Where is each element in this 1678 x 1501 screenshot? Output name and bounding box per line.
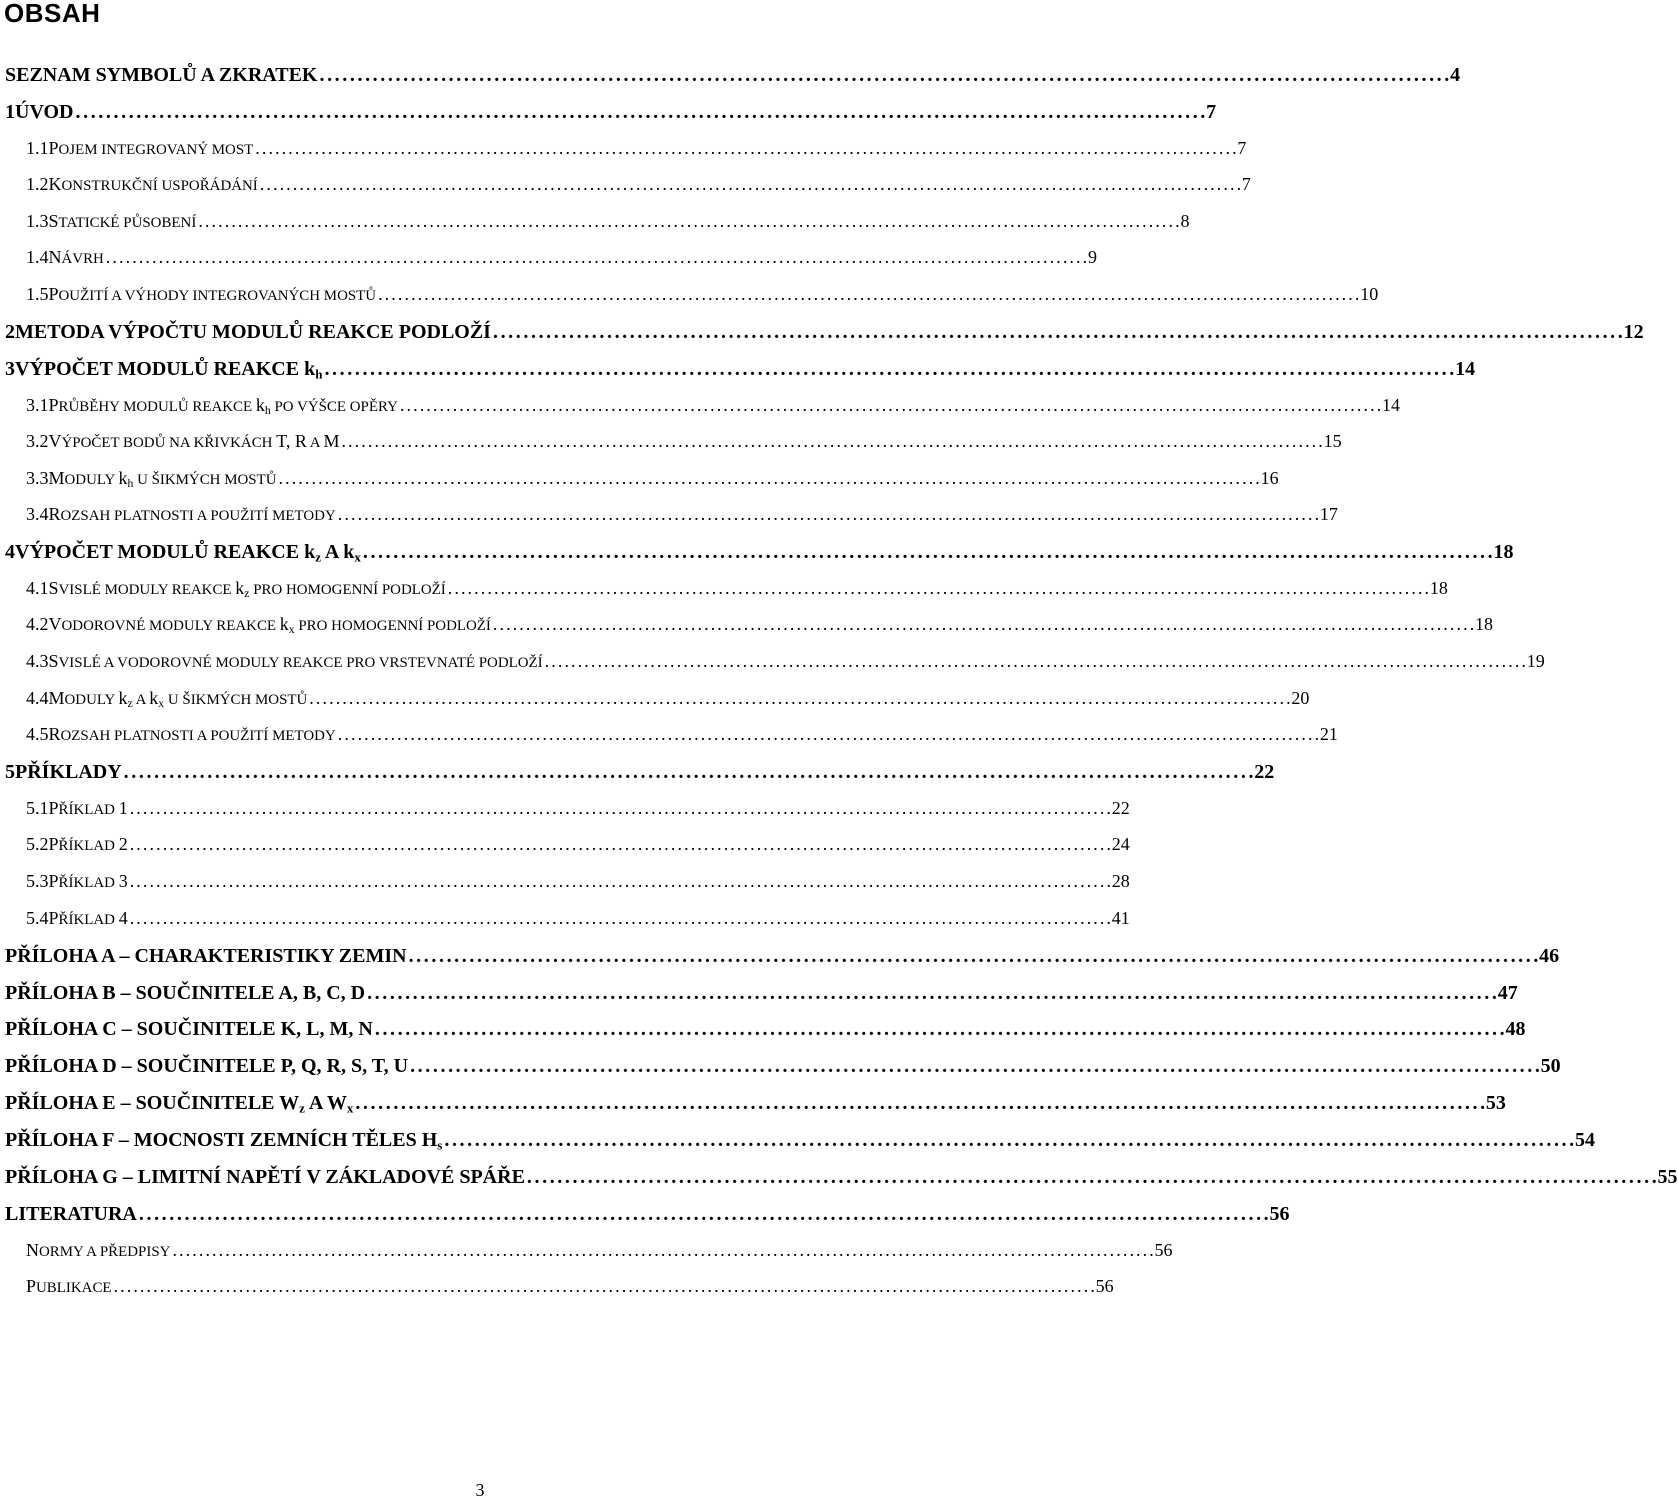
toc-entry-page: 7 xyxy=(1237,138,1247,158)
toc-entry-number: 3 xyxy=(5,358,15,380)
toc-entry-page: 28 xyxy=(1111,871,1130,891)
toc-entry-label: MODULY $k_h$ U ŠIKMÝCH MOSTŮ xyxy=(48,468,277,490)
toc-entry[interactable] xyxy=(0,761,1275,787)
toc-entry-label: PŘÍLOHA D – SOUČINITELE P, Q, R, S, T, U xyxy=(5,1055,409,1077)
toc-entry-label: PŘÍLOHA G – LIMITNÍ NAPĚTÍ V ZÁKLADOVÉ SPÁŘE xyxy=(5,1166,525,1188)
toc-entry-page: 56 xyxy=(1269,1203,1290,1225)
toc-entry[interactable] xyxy=(0,798,1130,824)
dot-leader xyxy=(378,284,1358,305)
dot-leader xyxy=(139,1203,1268,1226)
toc-entry-number: 3.3 xyxy=(26,468,49,488)
toc-entry-label: PŘÍKLAD 3 xyxy=(48,871,128,891)
dot-leader xyxy=(493,614,1473,635)
toc-entry-number: 5.3 xyxy=(26,871,49,891)
dot-leader xyxy=(130,871,1110,892)
toc-entry-page: 9 xyxy=(1087,247,1097,267)
toc-entry-page: 19 xyxy=(1526,651,1545,671)
toc-entry-label: STATICKÉ PŮSOBENÍ xyxy=(48,211,197,231)
toc-entry[interactable] xyxy=(0,724,1338,750)
dot-leader xyxy=(410,1055,1539,1078)
toc-entry-label: SEZNAM SYMBOLŮ A ZKRATEK xyxy=(5,64,318,86)
toc-entry-label: PŘÍKLADY xyxy=(15,761,122,783)
toc-entry-page: 18 xyxy=(1429,578,1448,598)
toc-entry-page: 56 xyxy=(1095,1276,1114,1296)
toc-entry[interactable] xyxy=(0,174,1251,200)
toc-entry-number: 5.4 xyxy=(26,908,49,928)
toc-entry-number: 3.1 xyxy=(26,395,49,415)
toc-entry-page: 16 xyxy=(1260,468,1279,488)
toc-entry[interactable] xyxy=(0,578,1448,604)
toc-entry-number: 1.3 xyxy=(26,211,49,231)
toc-entry-page: 22 xyxy=(1111,798,1130,818)
toc-entry-page: 18 xyxy=(1475,614,1493,634)
toc-entry-label: PŘÍKLAD 1 xyxy=(48,798,128,818)
toc-entry-label: VÝPOČET MODULŮ REAKCE $k_z$ A $k_x$ xyxy=(15,541,361,565)
dot-leader xyxy=(338,504,1318,525)
toc-entry-label: ROZSAH PLATNOSTI A POUŽITÍ METODY xyxy=(48,504,336,524)
toc-entry-page: 4 xyxy=(1450,64,1461,86)
toc-entry-page: 7 xyxy=(1241,174,1251,194)
toc-entry-label: PŘÍLOHA C – SOUČINITELE K, L, M, N xyxy=(5,1018,373,1040)
dot-leader xyxy=(363,541,1492,564)
toc-entry-number: 4.5 xyxy=(26,724,49,744)
toc-entry-page: 48 xyxy=(1505,1018,1526,1040)
page-title: OBSAH xyxy=(4,0,101,28)
dot-leader xyxy=(444,1129,1573,1152)
dot-leader xyxy=(198,211,1178,232)
dot-leader xyxy=(172,1240,1152,1261)
toc-entry[interactable] xyxy=(0,1203,1290,1229)
toc-entry[interactable] xyxy=(0,64,1461,90)
toc-entry-page: 54 xyxy=(1574,1129,1595,1151)
toc-entry[interactable] xyxy=(0,395,1400,421)
toc-entry-page: 7 xyxy=(1206,101,1217,123)
toc-entry[interactable] xyxy=(0,321,1644,347)
dot-leader xyxy=(527,1166,1656,1189)
toc-entry[interactable] xyxy=(0,1018,1526,1044)
toc-entry-label: KONSTRUKČNÍ USPOŘÁDÁNÍ xyxy=(48,174,258,194)
toc-entry-label: PUBLIKACE xyxy=(26,1276,112,1296)
dot-leader xyxy=(106,247,1086,268)
toc-entry-page: 14 xyxy=(1455,358,1476,380)
dot-leader xyxy=(448,578,1428,599)
dot-leader xyxy=(255,138,1235,159)
toc-entry[interactable] xyxy=(0,138,1247,164)
toc-entry-label: SVISLÉ MODULY REAKCE $k_z$ PRO HOMOGENNÍ PODLOŽÍ xyxy=(48,578,446,600)
toc-entry-page: 12 xyxy=(1623,321,1644,343)
dot-leader xyxy=(309,688,1289,709)
toc-entry[interactable] xyxy=(0,1276,1114,1302)
toc-entry[interactable] xyxy=(0,1092,1506,1118)
toc-entry-number: 1.1 xyxy=(26,138,49,158)
toc-entry-number: 4 xyxy=(5,541,15,563)
dot-leader xyxy=(375,1018,1504,1041)
dot-leader xyxy=(130,834,1110,855)
toc-entry-label: VÝPOČET MODULŮ REAKCE $k_h$ xyxy=(15,358,323,382)
toc-entry-label: PŘÍKLAD 2 xyxy=(48,834,128,854)
dot-leader xyxy=(493,321,1622,344)
toc-entry[interactable] xyxy=(0,651,1545,677)
toc-entry[interactable] xyxy=(0,1129,1595,1155)
toc-entry[interactable] xyxy=(0,211,1190,237)
toc-entry-page: 56 xyxy=(1154,1240,1173,1260)
toc-entry-label: VODOROVNÉ MODULY REAKCE $k_x$ PRO HOMOGENNÍ PODLOŽÍ xyxy=(48,614,491,636)
toc-entry[interactable] xyxy=(0,1240,1173,1266)
toc-entry-label: MODULY $k_z$ A $k_x$ U ŠIKMÝCH MOSTŮ xyxy=(48,688,308,710)
toc-entry[interactable] xyxy=(0,468,1279,494)
toc-entry-number: 5.2 xyxy=(26,834,49,854)
toc-entry-label: PŘÍLOHA E – SOUČINITELE $W_z$ A $W_x$ xyxy=(5,1092,354,1116)
dot-leader xyxy=(114,1276,1094,1297)
toc-entry[interactable] xyxy=(0,945,1560,971)
toc-entry-label: PŘÍKLAD 4 xyxy=(48,908,128,928)
toc-entry-label: NÁVRH xyxy=(48,247,104,267)
toc-entry-label: POJEM INTEGROVANÝ MOST xyxy=(48,138,254,158)
dot-leader xyxy=(400,395,1380,416)
toc-entry-page: 55 xyxy=(1657,1166,1678,1188)
toc-entry-number: 1.4 xyxy=(26,247,49,267)
toc-entry-number: 4.4 xyxy=(26,688,49,708)
toc-entry-page: 21 xyxy=(1319,724,1338,744)
toc-entry-page: 14 xyxy=(1382,395,1400,415)
toc-entry-number: 4.3 xyxy=(26,651,49,671)
dot-leader xyxy=(324,358,1453,381)
toc-entry[interactable] xyxy=(0,358,1476,384)
toc-entry[interactable] xyxy=(0,871,1130,897)
toc-entry[interactable] xyxy=(0,614,1493,640)
toc-entry[interactable] xyxy=(0,688,1310,714)
toc-entry-number: 4.1 xyxy=(26,578,49,598)
toc-entry[interactable] xyxy=(0,284,1379,310)
page-number: 3 xyxy=(475,1480,485,1500)
toc-entry-number: 1.2 xyxy=(26,174,49,194)
toc-entry-page: 46 xyxy=(1539,945,1560,967)
toc-entry-number: 5 xyxy=(5,761,15,783)
dot-leader xyxy=(409,945,1538,968)
dot-leader xyxy=(545,651,1525,672)
toc-entry-label: LITERATURA xyxy=(5,1203,137,1225)
toc-entry-label: PŘÍLOHA F – MOCNOSTI ZEMNÍCH TĚLES $H_s$ xyxy=(5,1129,443,1153)
toc-entry-number: 5.1 xyxy=(26,798,49,818)
toc-entry-label: POUŽITÍ A VÝHODY INTEGROVANÝCH MOSTŮ xyxy=(48,284,377,304)
toc-entry[interactable] xyxy=(0,431,1342,457)
toc-entry-label: PŘÍLOHA B – SOUČINITELE A, B, C, D xyxy=(5,982,366,1004)
dot-leader xyxy=(341,431,1321,452)
toc-entry-page: 20 xyxy=(1291,688,1310,708)
toc-entry-page: 17 xyxy=(1319,504,1338,524)
dot-leader xyxy=(279,468,1259,489)
dot-leader xyxy=(260,174,1240,195)
toc-entry-page: 8 xyxy=(1180,211,1190,231)
toc-entry[interactable] xyxy=(0,541,1514,567)
toc-entry-page: 18 xyxy=(1493,541,1514,563)
toc-entry[interactable] xyxy=(0,1055,1561,1081)
dot-leader xyxy=(130,908,1110,929)
toc-entry[interactable] xyxy=(0,247,1097,273)
toc-entry[interactable] xyxy=(0,101,1217,127)
toc-entry-page: 53 xyxy=(1485,1092,1506,1114)
toc-entry-label: NORMY A PŘEDPISY xyxy=(26,1240,171,1260)
dot-leader xyxy=(130,798,1110,819)
toc-entry-page: 15 xyxy=(1323,431,1342,451)
toc-entry-page: 41 xyxy=(1111,908,1130,928)
toc-entry-number: 3.2 xyxy=(26,431,49,451)
toc-entry[interactable] xyxy=(0,1166,1678,1192)
toc-entry-label: VÝPOČET BODŮ NA KŘIVKÁCH T, R A M xyxy=(48,431,340,451)
dot-leader xyxy=(338,724,1318,745)
toc-entry-label: PŘÍLOHA A – CHARAKTERISTIKY ZEMIN xyxy=(5,945,407,967)
toc-entry-label: PRŮBĚHY MODULŮ REAKCE $k_h$ PO VÝŠCE OPĚRY xyxy=(48,395,398,417)
dot-leader xyxy=(355,1092,1484,1115)
toc-entry-number: 1.5 xyxy=(26,284,49,304)
toc-entry-page: 22 xyxy=(1254,761,1275,783)
toc-entry-number: 1 xyxy=(5,101,15,123)
dot-leader xyxy=(124,761,1253,784)
toc-entry-page: 24 xyxy=(1111,834,1130,854)
dot-leader xyxy=(319,64,1448,87)
toc-entry-number: 3.4 xyxy=(26,504,49,524)
toc-entry-page: 50 xyxy=(1540,1055,1561,1077)
toc-entry[interactable] xyxy=(0,982,1518,1008)
toc-entry[interactable] xyxy=(0,834,1130,860)
toc-entry-page: 10 xyxy=(1360,284,1379,304)
toc-entry-number: 2 xyxy=(5,321,15,343)
toc-entry-label: METODA VÝPOČTU MODULŮ REAKCE PODLOŽÍ xyxy=(15,321,491,343)
toc-entry-page: 47 xyxy=(1497,982,1518,1004)
toc-entry[interactable] xyxy=(0,504,1338,530)
toc-entry-label: ÚVOD xyxy=(15,101,74,123)
dot-leader xyxy=(76,101,1205,124)
toc-entry-label: SVISLÉ A VODOROVNÉ MODULY REAKCE PRO VRSTEVNATÉ PODLOŽÍ xyxy=(48,651,543,671)
toc-entry-number: 4.2 xyxy=(26,614,49,634)
dot-leader xyxy=(367,982,1496,1005)
toc-entry[interactable] xyxy=(0,908,1130,934)
toc-entry-label: ROZSAH PLATNOSTI A POUŽITÍ METODY xyxy=(48,724,336,744)
